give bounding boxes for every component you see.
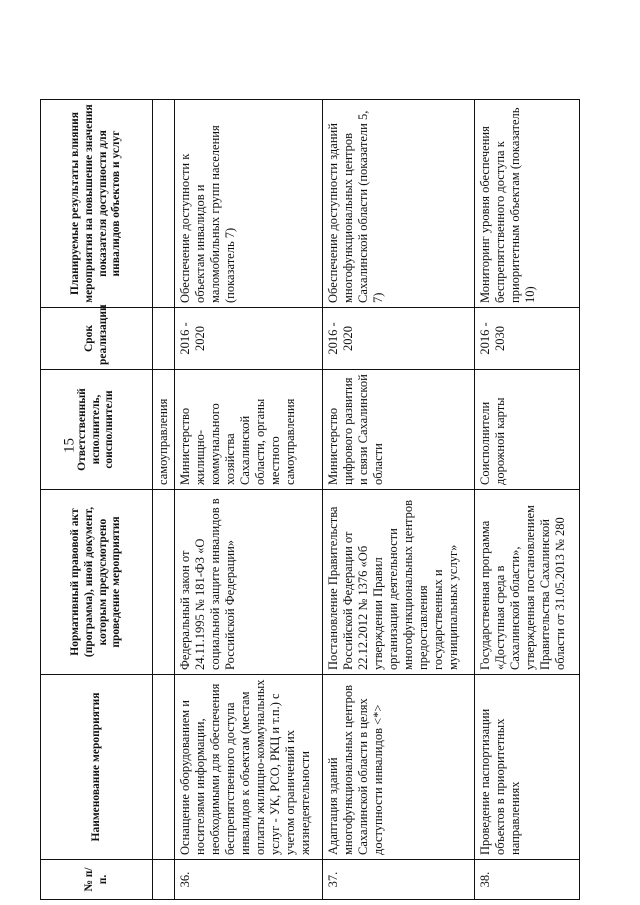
- table-row: [475, 100, 580, 900]
- header-name: Наименование мероприятия: [41, 675, 153, 860]
- page-number: 15: [61, 438, 78, 453]
- measures-table: [40, 99, 580, 900]
- measures-table-wrapper: [40, 100, 580, 900]
- row-name: Оснащение оборудованием и носителями информации, необходимыми для обеспечения беспрепятственного доступа инвалидов к объектам (местам оплаты жилищно-коммунальных услуг - УК, РСО, РКЦ и т.п.) с учетом ограничений их жизнедеятельности: [175, 675, 323, 860]
- row-name: Адаптация зданий многофункциональных центров Сахалинской области в целях доступности инвалидов <*>: [323, 675, 475, 860]
- row-num: 37.: [323, 860, 475, 900]
- row-term: 2016 - 2030: [475, 308, 580, 370]
- row-name: Проведение паспортизации объектов в приоритетных направлениях: [475, 675, 580, 860]
- header-num: № п/п.: [41, 860, 153, 900]
- row-responsible: Министерство цифрового развития и связи Сахалинской области: [323, 370, 475, 490]
- row-term: 2016 - 2020: [175, 308, 323, 370]
- header-term: Срок реализации: [41, 308, 153, 370]
- row-result: Обеспечение доступности к объектам инвалидов и маломобильных групп населения (показатель 7): [175, 100, 323, 308]
- row-num: 38.: [475, 860, 580, 900]
- row-term: 2016 - 2020: [323, 308, 475, 370]
- row-act: Федеральный закон от 24.11.1995 № 181-ФЗ «О социальной защите инвалидов в Российской Федерации»: [175, 490, 323, 675]
- row-responsible: Министерство жилищно-коммунального хозяйства Сахалинской области, органы местного самоуправления: [175, 370, 323, 490]
- header-result: Планируемые результаты влияния мероприятия на повышение значения показателя доступности для инвалидов объектов и услуг: [41, 100, 153, 308]
- table-row: [323, 100, 475, 900]
- header-responsible: Ответственный исполнитель, соисполнители: [41, 370, 153, 490]
- row-act: Постановление Правительства Российской Федерации от 22.12.2012 № 1376 «Об утверждении Правил организации деятельности многофункциональных центров предоставления государственных и муниципальных услуг»: [323, 490, 475, 675]
- table-row: [175, 100, 323, 900]
- header-row: [41, 100, 153, 900]
- row-result: Мониторинг уровня обеспечения беспрепятственного доступа к приоритетным объектам (показатель 10): [475, 100, 580, 308]
- header-act: Нормативный правовой акт (программа), иной документ, которым предусмотрено проведение мероприятия: [41, 490, 153, 675]
- continuation-responsible: самоуправления: [153, 370, 175, 490]
- row-responsible: Соисполнители дорожной карты: [475, 370, 580, 490]
- continuation-row: [153, 100, 175, 900]
- row-result: Обеспечение доступности зданий многофункциональных центров Сахалинской области (показатели 5, 7): [323, 100, 475, 308]
- row-num: 36.: [175, 860, 323, 900]
- row-act: Государственная программа «Доступная среда в Сахалинской области», утвержденная постановлением Правительства Сахалинской области от 31.05.2013 № 280: [475, 490, 580, 675]
